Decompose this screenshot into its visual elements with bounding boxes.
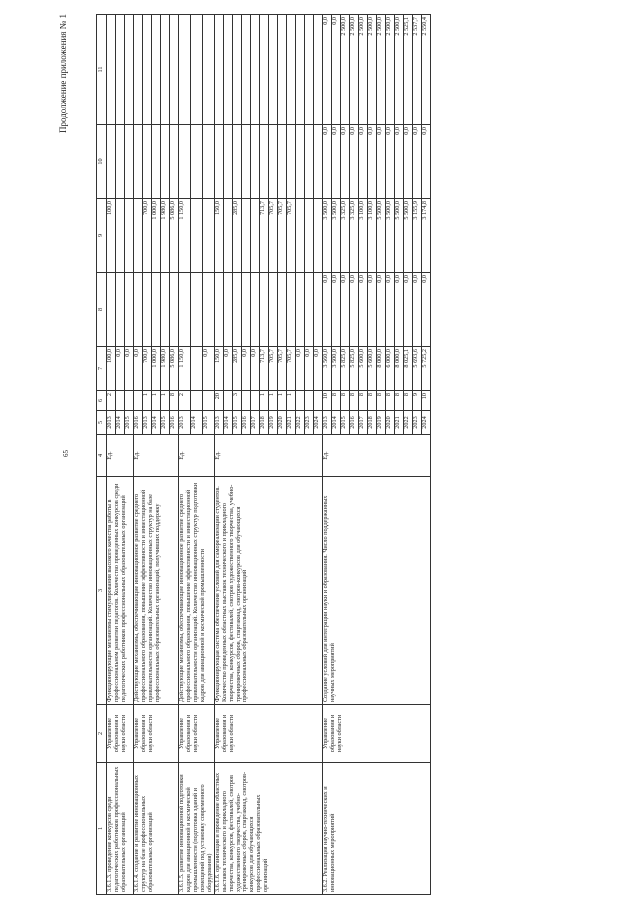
- value-cell-c8: [277, 273, 286, 347]
- year-cell: 2015: [202, 411, 214, 435]
- value-cell-c6: 10: [322, 391, 331, 411]
- value-cell-c11: [232, 15, 241, 125]
- value-cell-c10: [223, 125, 232, 199]
- table-row: [322, 15, 331, 895]
- value-cell-c8: [116, 273, 125, 347]
- value-cell-c6: [190, 391, 202, 411]
- value-cell-c6: 1: [259, 391, 268, 411]
- value-cell-c6: 1: [143, 391, 152, 411]
- value-cell-c10: [214, 125, 223, 199]
- value-cell-c7: 0,0: [313, 347, 322, 391]
- value-cell-c9: [202, 199, 214, 273]
- value-cell-c6: 2: [179, 391, 191, 411]
- value-cell-c7: 0,0: [223, 347, 232, 391]
- value-cell-c8: [190, 273, 202, 347]
- value-cell-c6: 1: [268, 391, 277, 411]
- year-cell: 2014: [190, 411, 202, 435]
- value-cell-c11: 0,0: [322, 15, 331, 125]
- value-cell-c6: 8: [170, 391, 179, 411]
- value-cell-c10: 0,0: [358, 125, 367, 199]
- unit-cell: Ед.: [179, 435, 215, 477]
- value-cell-c11: 2 500,0: [349, 15, 358, 125]
- value-cell-c7: 5 600,0: [367, 347, 376, 391]
- value-cell-c6: [313, 391, 322, 411]
- value-cell-c11: [170, 15, 179, 125]
- value-cell-c10: 0,0: [367, 125, 376, 199]
- year-cell: 2016: [170, 411, 179, 435]
- value-cell-c10: 0,0: [403, 125, 412, 199]
- value-cell-c8: [170, 273, 179, 347]
- value-cell-c8: 0,0: [367, 273, 376, 347]
- column-number-header: 9: [97, 199, 107, 273]
- value-cell-c10: [313, 125, 322, 199]
- year-cell: 2019: [376, 411, 385, 435]
- value-cell-c8: 0,0: [421, 273, 430, 347]
- value-cell-c11: 2 500,0: [385, 15, 394, 125]
- indicator-cell: Действующие механизмы, обеспечивающие инновационное развитие среднего профессионального образования, повышение эффективности и инвестиционной привлекательности организаций. Количество инновационных структур подготовки кадров для авиационной и космической промышленности: [179, 477, 215, 705]
- value-cell-c11: [304, 15, 313, 125]
- value-cell-c11: [313, 15, 322, 125]
- value-cell-c8: 0,0: [376, 273, 385, 347]
- year-cell: 2024: [421, 411, 430, 435]
- table-row: [107, 15, 116, 895]
- value-cell-c10: 0,0: [322, 125, 331, 199]
- table-body: [107, 15, 431, 895]
- value-cell-c9: [223, 199, 232, 273]
- value-cell-c8: 0,0: [358, 273, 367, 347]
- year-cell: 2014: [223, 411, 232, 435]
- year-cell: 2013: [179, 411, 191, 435]
- value-cell-c8: [313, 273, 322, 347]
- value-cell-c6: 3: [232, 391, 241, 411]
- year-cell: 2014: [116, 411, 125, 435]
- value-cell-c10: 0,0: [331, 125, 340, 199]
- value-cell-c9: 705,7: [268, 199, 277, 273]
- executor-cell: Управление образования и науки области: [179, 705, 215, 763]
- rotated-page: [56, 8, 640, 905]
- value-cell-c8: [125, 273, 134, 347]
- value-cell-c10: 0,0: [385, 125, 394, 199]
- value-cell-c11: 0,0: [331, 15, 340, 125]
- year-cell: 2022: [295, 411, 304, 435]
- value-cell-c9: 1 980,0: [161, 199, 170, 273]
- value-cell-c9: 5 500,0: [403, 199, 412, 273]
- value-cell-c9: [250, 199, 259, 273]
- value-cell-c10: [152, 125, 161, 199]
- value-cell-c10: [250, 125, 259, 199]
- value-cell-c7: 700,0: [143, 347, 152, 391]
- value-cell-c8: 0,0: [349, 273, 358, 347]
- value-cell-c6: 8: [331, 391, 340, 411]
- unit-cell: Ед.: [322, 435, 430, 477]
- value-cell-c10: 0,0: [394, 125, 403, 199]
- unit-cell: Ед.: [107, 435, 134, 477]
- value-cell-c10: 0,0: [412, 125, 421, 199]
- value-cell-c7: 0,0: [125, 347, 134, 391]
- value-cell-c10: [304, 125, 313, 199]
- value-cell-c10: [116, 125, 125, 199]
- value-cell-c10: 0,0: [349, 125, 358, 199]
- column-number-header: 11: [97, 15, 107, 125]
- value-cell-c6: [304, 391, 313, 411]
- value-cell-c11: 2 525,1: [403, 15, 412, 125]
- value-cell-c8: [223, 273, 232, 347]
- value-cell-c9: 713,7: [259, 199, 268, 273]
- value-cell-c8: [161, 273, 170, 347]
- value-cell-c8: [232, 273, 241, 347]
- executor-cell: Управление образования и науки области: [134, 705, 179, 763]
- value-cell-c8: 0,0: [322, 273, 331, 347]
- value-cell-c6: 8: [394, 391, 403, 411]
- value-cell-c9: 3 325,0: [340, 199, 349, 273]
- value-cell-c9: 3 100,0: [367, 199, 376, 273]
- page-number: 65: [62, 450, 70, 457]
- value-cell-c11: 2 500,0: [394, 15, 403, 125]
- column-numbers-row: [97, 15, 107, 895]
- value-cell-c10: [286, 125, 295, 199]
- value-cell-c9: [241, 199, 250, 273]
- value-cell-c8: [134, 273, 143, 347]
- value-cell-c7: 0,0: [241, 347, 250, 391]
- year-cell: 2015: [125, 411, 134, 435]
- indicator-cell: Функционирующая система обеспечения условий для самореализации студентов. Количество проведенных областных выставок технического и прикладного творчества, конкурсов, фестивалей, смотров художественного творчества, учебно-тренировочных сборов, спартакиад, смотров-конкурсов для обучающихся профессиональных образовательных организаций: [214, 477, 322, 705]
- value-cell-c10: [259, 125, 268, 199]
- value-cell-c10: [107, 125, 116, 199]
- value-cell-c8: 0,0: [331, 273, 340, 347]
- value-cell-c9: 5 086,0: [170, 199, 179, 273]
- value-cell-c7: 8 000,0: [394, 347, 403, 391]
- value-cell-c6: 2: [107, 391, 116, 411]
- value-cell-c9: 3 325,0: [349, 199, 358, 273]
- value-cell-c10: [179, 125, 191, 199]
- value-cell-c6: [116, 391, 125, 411]
- year-cell: 2016: [349, 411, 358, 435]
- value-cell-c8: [268, 273, 277, 347]
- column-number-header: 10: [97, 125, 107, 199]
- year-cell: 2024: [313, 411, 322, 435]
- year-cell: 2021: [286, 411, 295, 435]
- year-cell: 2021: [394, 411, 403, 435]
- value-cell-c10: [241, 125, 250, 199]
- column-number-header: 2: [97, 705, 107, 763]
- year-cell: 2013: [214, 411, 223, 435]
- value-cell-c7: 285,0: [232, 347, 241, 391]
- value-cell-c7: 705,7: [268, 347, 277, 391]
- activity-cell: 3.6.1.4. создание и развитие инновационных структур на базе профессиональных образовательных организаций: [134, 763, 179, 895]
- value-cell-c6: [241, 391, 250, 411]
- value-cell-c11: [202, 15, 214, 125]
- value-cell-c7: 0,0: [202, 347, 214, 391]
- value-cell-c9: [116, 199, 125, 273]
- year-cell: 2016: [134, 411, 143, 435]
- value-cell-c7: 3 500,0: [331, 347, 340, 391]
- value-cell-c8: 0,0: [340, 273, 349, 347]
- table-row: [179, 15, 191, 895]
- year-cell: 2015: [161, 411, 170, 435]
- value-cell-c11: 2 537,7: [412, 15, 421, 125]
- value-cell-c6: 8: [367, 391, 376, 411]
- value-cell-c10: [277, 125, 286, 199]
- value-cell-c11: [241, 15, 250, 125]
- value-cell-c8: 0,0: [394, 273, 403, 347]
- value-cell-c7: 5 825,0: [340, 347, 349, 391]
- value-cell-c11: [286, 15, 295, 125]
- value-cell-c8: [143, 273, 152, 347]
- value-cell-c11: [259, 15, 268, 125]
- value-cell-c8: [250, 273, 259, 347]
- value-cell-c8: [152, 273, 161, 347]
- value-cell-c8: [179, 273, 191, 347]
- year-cell: 2013: [322, 411, 331, 435]
- value-cell-c9: 3 500,0: [322, 199, 331, 273]
- value-cell-c9: [295, 199, 304, 273]
- value-cell-c6: [223, 391, 232, 411]
- value-cell-c7: 0,0: [250, 347, 259, 391]
- value-cell-c9: 3 500,0: [385, 199, 394, 273]
- value-cell-c8: [259, 273, 268, 347]
- value-cell-c7: 8 025,1: [403, 347, 412, 391]
- value-cell-c9: 705,7: [286, 199, 295, 273]
- value-cell-c6: 8: [358, 391, 367, 411]
- activity-cell: 3.6.2. Реализация научно-технических и инновационных мероприятий: [322, 763, 430, 895]
- year-cell: 2018: [259, 411, 268, 435]
- year-cell: 2020: [385, 411, 394, 435]
- value-cell-c9: 1 000,0: [152, 199, 161, 273]
- value-cell-c7: 5 600,0: [358, 347, 367, 391]
- value-cell-c9: [190, 199, 202, 273]
- value-cell-c6: 8: [385, 391, 394, 411]
- indicator-cell: Функционирующие механизмы стимулирования высокого качества работы в профессиональном развитии педагогов. Количество проведенных конкурсов среди педагогических работников профессиональных образовательных организаций: [107, 477, 134, 705]
- value-cell-c8: [304, 273, 313, 347]
- value-cell-c6: 10: [421, 391, 430, 411]
- value-cell-c9: 1 150,0: [179, 199, 191, 273]
- value-cell-c11: [190, 15, 202, 125]
- value-cell-c11: [214, 15, 223, 125]
- value-cell-c9: 5 500,0: [394, 199, 403, 273]
- value-cell-c10: [134, 125, 143, 199]
- value-cell-c10: [268, 125, 277, 199]
- value-cell-c7: 713,7: [259, 347, 268, 391]
- value-cell-c10: [161, 125, 170, 199]
- value-cell-c10: [202, 125, 214, 199]
- value-cell-c10: 0,0: [340, 125, 349, 199]
- table-header: [97, 15, 107, 895]
- year-cell: 2022: [403, 411, 412, 435]
- year-cell: 2014: [331, 411, 340, 435]
- value-cell-c11: [223, 15, 232, 125]
- column-number-header: 4: [97, 435, 107, 477]
- value-cell-c7: 5 825,0: [349, 347, 358, 391]
- value-cell-c8: [202, 273, 214, 347]
- value-cell-c9: [304, 199, 313, 273]
- value-cell-c6: 8: [376, 391, 385, 411]
- value-cell-c6: 8: [403, 391, 412, 411]
- activity-cell: 3.6.1.5. развитие инновационной подготовки кадров для авиационной и космической промышленности (подготовка зданий и помещений под установку современного оборудования): [179, 763, 215, 895]
- value-cell-c6: 1: [152, 391, 161, 411]
- value-cell-c6: 20: [214, 391, 223, 411]
- value-cell-c6: [295, 391, 304, 411]
- value-cell-c7: 5 693,6: [412, 347, 421, 391]
- value-cell-c10: [295, 125, 304, 199]
- column-number-header: 3: [97, 477, 107, 705]
- value-cell-c11: [268, 15, 277, 125]
- appendix-label: Продолжение приложения № 1: [58, 14, 68, 134]
- value-cell-c7: 100,0: [107, 347, 116, 391]
- value-cell-c9: 5 500,0: [376, 199, 385, 273]
- value-cell-c8: [107, 273, 116, 347]
- indicator-cell: Действующие механизмы, обеспечивающие инновационное развитие среднего профессионального образования, повышение эффективности и инвестиционной привлекательности организаций. Количество инновационных структур на базе профессиональных образовательных организаций, получивших поддержку: [134, 477, 179, 705]
- year-cell: 2017: [358, 411, 367, 435]
- value-cell-c7: 705,7: [286, 347, 295, 391]
- unit-cell: Ед.: [134, 435, 179, 477]
- value-cell-c7: 5 086,0: [170, 347, 179, 391]
- value-cell-c10: [190, 125, 202, 199]
- value-cell-c11: 2 500,0: [340, 15, 349, 125]
- value-cell-c8: [241, 273, 250, 347]
- value-cell-c7: 705,7: [277, 347, 286, 391]
- value-cell-c11: [277, 15, 286, 125]
- value-cell-c8: [214, 273, 223, 347]
- year-cell: 2013: [107, 411, 116, 435]
- value-cell-c10: [170, 125, 179, 199]
- year-cell: 2020: [277, 411, 286, 435]
- value-cell-c7: 0,0: [134, 347, 143, 391]
- value-cell-c8: 0,0: [403, 273, 412, 347]
- executor-cell: Управление образования и науки области: [214, 705, 322, 763]
- value-cell-c8: 0,0: [385, 273, 394, 347]
- value-cell-c7: 1 980,0: [161, 347, 170, 391]
- value-cell-c7: [190, 347, 202, 391]
- value-cell-c10: [125, 125, 134, 199]
- year-cell: 2017: [250, 411, 259, 435]
- value-cell-c9: 3 100,0: [358, 199, 367, 273]
- year-cell: 2023: [412, 411, 421, 435]
- value-cell-c11: [125, 15, 134, 125]
- value-cell-c7: 1 150,0: [179, 347, 191, 391]
- value-cell-c11: [116, 15, 125, 125]
- activity-cell: 3.6.1.6. организация и проведение областных выставок технического и прикладного творчества, конкурсов, фестивалей, смотров художественного творчества, учебно-тренировочных сборов, спартакиад, смотров-конкурсов для обучающихся профессиональных образовательных организаций: [214, 763, 322, 895]
- value-cell-c7: 0,0: [295, 347, 304, 391]
- value-cell-c7: 8 000,0: [376, 347, 385, 391]
- value-cell-c8: [286, 273, 295, 347]
- page-stage: [56, 8, 640, 905]
- value-cell-c8: 0,0: [412, 273, 421, 347]
- value-cell-c6: 9: [412, 391, 421, 411]
- value-cell-c10: 0,0: [421, 125, 430, 199]
- year-cell: 2015: [232, 411, 241, 435]
- executor-cell: Управление образования и науки области: [322, 705, 430, 763]
- value-cell-c11: [143, 15, 152, 125]
- value-cell-c9: 3 500,0: [331, 199, 340, 273]
- value-cell-c8: [295, 273, 304, 347]
- table-row: [134, 15, 143, 895]
- value-cell-c7: 5 725,2: [421, 347, 430, 391]
- value-cell-c7: 6 000,0: [385, 347, 394, 391]
- value-cell-c7: 3 560,0: [322, 347, 331, 391]
- column-number-header: 8: [97, 273, 107, 347]
- value-cell-c9: 3 155,9: [412, 199, 421, 273]
- value-cell-c11: [152, 15, 161, 125]
- unit-cell: Ед.: [214, 435, 322, 477]
- value-cell-c6: 1: [277, 391, 286, 411]
- year-cell: 2016: [241, 411, 250, 435]
- value-cell-c7: 0,0: [304, 347, 313, 391]
- value-cell-c11: [134, 15, 143, 125]
- value-cell-c6: 1: [286, 391, 295, 411]
- value-cell-c11: 2 500,0: [358, 15, 367, 125]
- value-cell-c9: 285,0: [232, 199, 241, 273]
- executor-cell: Управление образования и науки области: [107, 705, 134, 763]
- column-number-header: 7: [97, 347, 107, 391]
- value-cell-c11: [295, 15, 304, 125]
- value-cell-c6: 8: [340, 391, 349, 411]
- value-cell-c7: 150,0: [214, 347, 223, 391]
- activity-cell: 3.6.1.3. проведение конкурсов среди педагогических работников профессиональных образовательных организаций: [107, 763, 134, 895]
- value-cell-c10: 0,0: [376, 125, 385, 199]
- value-cell-c11: 2 500,0: [367, 15, 376, 125]
- value-cell-c6: [125, 391, 134, 411]
- value-cell-c9: [313, 199, 322, 273]
- value-cell-c11: [179, 15, 191, 125]
- year-cell: 2018: [367, 411, 376, 435]
- year-cell: 2014: [152, 411, 161, 435]
- year-cell: 2013: [143, 411, 152, 435]
- value-cell-c11: [161, 15, 170, 125]
- value-cell-c11: [107, 15, 116, 125]
- value-cell-c7: 0,0: [116, 347, 125, 391]
- value-cell-c9: 705,7: [277, 199, 286, 273]
- value-cell-c9: 150,0: [214, 199, 223, 273]
- program-table: [96, 14, 431, 895]
- year-cell: 2019: [268, 411, 277, 435]
- value-cell-c11: 2 500,0: [376, 15, 385, 125]
- table-row: [214, 15, 223, 895]
- value-cell-c7: 1 000,0: [152, 347, 161, 391]
- value-cell-c11: [250, 15, 259, 125]
- value-cell-c9: 700,0: [143, 199, 152, 273]
- value-cell-c10: [143, 125, 152, 199]
- indicator-cell: Создание условий для интеграции науки и образования. Число поддержанных научных мероприятий: [322, 477, 430, 705]
- value-cell-c11: 2 550,4: [421, 15, 430, 125]
- value-cell-c6: [202, 391, 214, 411]
- column-number-header: 5: [97, 411, 107, 435]
- value-cell-c9: 3 174,8: [421, 199, 430, 273]
- year-cell: 2023: [304, 411, 313, 435]
- column-number-header: 6: [97, 391, 107, 411]
- value-cell-c6: 1: [161, 391, 170, 411]
- value-cell-c6: 8: [349, 391, 358, 411]
- column-number-header: 1: [97, 763, 107, 895]
- value-cell-c6: [250, 391, 259, 411]
- value-cell-c9: 100,0: [107, 199, 116, 273]
- year-cell: 2015: [340, 411, 349, 435]
- value-cell-c10: [232, 125, 241, 199]
- value-cell-c9: [125, 199, 134, 273]
